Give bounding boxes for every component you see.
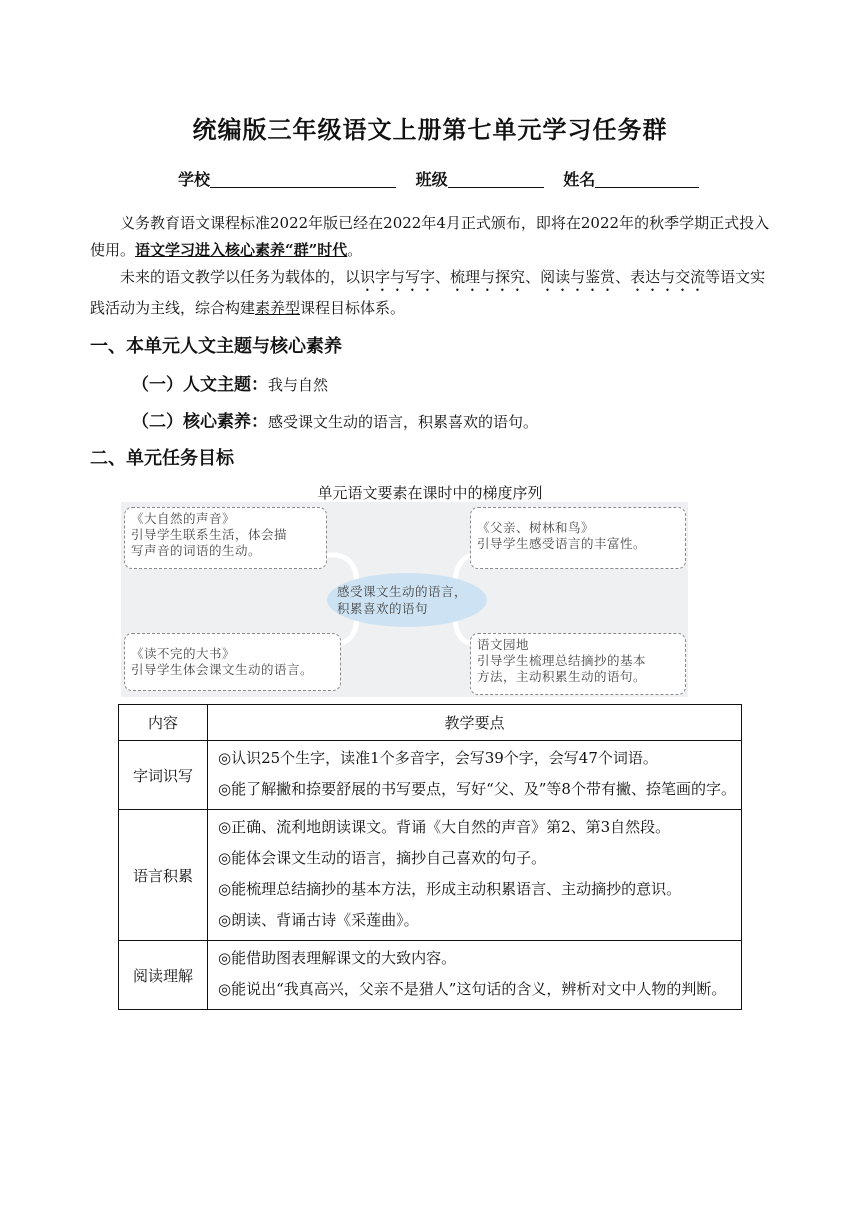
row-points: [208, 741, 742, 810]
intro-paragraph-1: 义务教育语文课程标准2022年版已经在2022年4月正式颁布，即将在2022年的秋季学期正式投入使用。语文学习进入核心素养“群”时代。: [90, 214, 770, 259]
table-header-row: [119, 705, 742, 741]
school-blank[interactable]: [210, 171, 396, 188]
central-theme-node: 感受课文生动的语言， 积累喜欢的语句: [327, 573, 487, 627]
mind-map-diagram: [121, 502, 688, 697]
point-item: ◎能梳理总结摘抄的基本方法，形成主动积累语言、主动摘抄的意识。: [218, 880, 682, 898]
table-header-content: 内容: [119, 705, 208, 741]
theme-label: （一）人文主题：: [132, 375, 268, 395]
section-1-heading: 一、本单元人文主题与核心素养: [90, 336, 342, 357]
class-blank[interactable]: [448, 171, 544, 188]
lesson-node-language-garden: 语文园地 引导学生梳理总结摘抄的基本 方法，主动积累生动的语句。: [470, 633, 686, 695]
point-item: ◎能说出“我真高兴，父亲不是猎人”这句话的含义，辨析对文中人物的判断。: [218, 980, 727, 998]
point-item: ◎朗读、背诵古诗《采莲曲》。: [218, 911, 419, 929]
class-label: 班级: [415, 170, 448, 189]
row-category: 语言积累: [119, 810, 208, 941]
lesson-node-nature-sounds: 《大自然的声音》 引导学生联系生活，体会描 写声音的词语的生动。: [124, 507, 327, 569]
school-label: 学校: [178, 170, 211, 189]
dotted-term: 识字与写字: [360, 268, 436, 286]
core-label: （二）核心素养：: [132, 412, 268, 432]
point-item: ◎能体会课文生动的语言，摘抄自己喜欢的句子。: [218, 849, 547, 867]
emphasis-text: 语文学习进入核心素养“群”时代: [135, 241, 348, 259]
lesson-node-father-forest-birds: 《父亲、树林和鸟》 引导学生感受语言的丰富性。: [470, 507, 686, 569]
table-row: [119, 810, 742, 941]
dotted-term: 阅读与鉴赏: [540, 268, 616, 286]
diagram-caption: 单元语文要素在课时中的梯度序列: [317, 484, 543, 502]
section-2-heading: 二、单元任务目标: [90, 448, 234, 469]
dotted-term: 表达与交流: [630, 268, 706, 286]
theme-text: 我与自然: [268, 376, 329, 394]
core-text: 感受课文生动的语言，积累喜欢的语句。: [268, 413, 539, 431]
theme-line: [132, 370, 328, 395]
row-category: 字词识写: [119, 741, 208, 810]
point-item: ◎正确、流利地朗读课文。背诵《大自然的声音》第2、第3自然段。: [218, 818, 671, 836]
row-points: [208, 810, 742, 941]
row-category: 阅读理解: [119, 941, 208, 1010]
lesson-node-endless-book: 《读不完的大书》 引导学生体会课文生动的语言。: [124, 633, 341, 691]
name-blank[interactable]: [595, 171, 699, 188]
table-row: [119, 741, 742, 810]
underlined-term: 素养型: [255, 299, 301, 317]
student-info-line: [178, 167, 699, 190]
point-item: ◎能借助图表理解课文的大致内容。: [218, 949, 457, 967]
name-label: 姓名: [563, 170, 596, 189]
table-row: [119, 941, 742, 1010]
document-title: 统编版三年级语文上册第七单元学习任务群: [192, 116, 668, 144]
point-item: ◎能了解撇和捺要舒展的书写要点，写好“父、及”等8个带有撇、捺笔画的字。: [218, 780, 736, 798]
row-points: [208, 941, 742, 1010]
point-item: ◎认识25个生字，读准1个多音字，会写39个字，会写47个词语。: [218, 749, 658, 767]
teaching-points-table: [118, 704, 742, 1010]
core-line: [132, 407, 538, 432]
intro-paragraph-2: 未来的语文教学以任务为载体的，以识字与写字、梳理与探究、阅读与鉴赏、表达与交流等语文实践活动为主线，综合构建素养型课程目标体系。: [90, 268, 766, 317]
table-header-points: 教学要点: [208, 705, 742, 741]
dotted-term: 梳理与探究: [450, 268, 526, 286]
